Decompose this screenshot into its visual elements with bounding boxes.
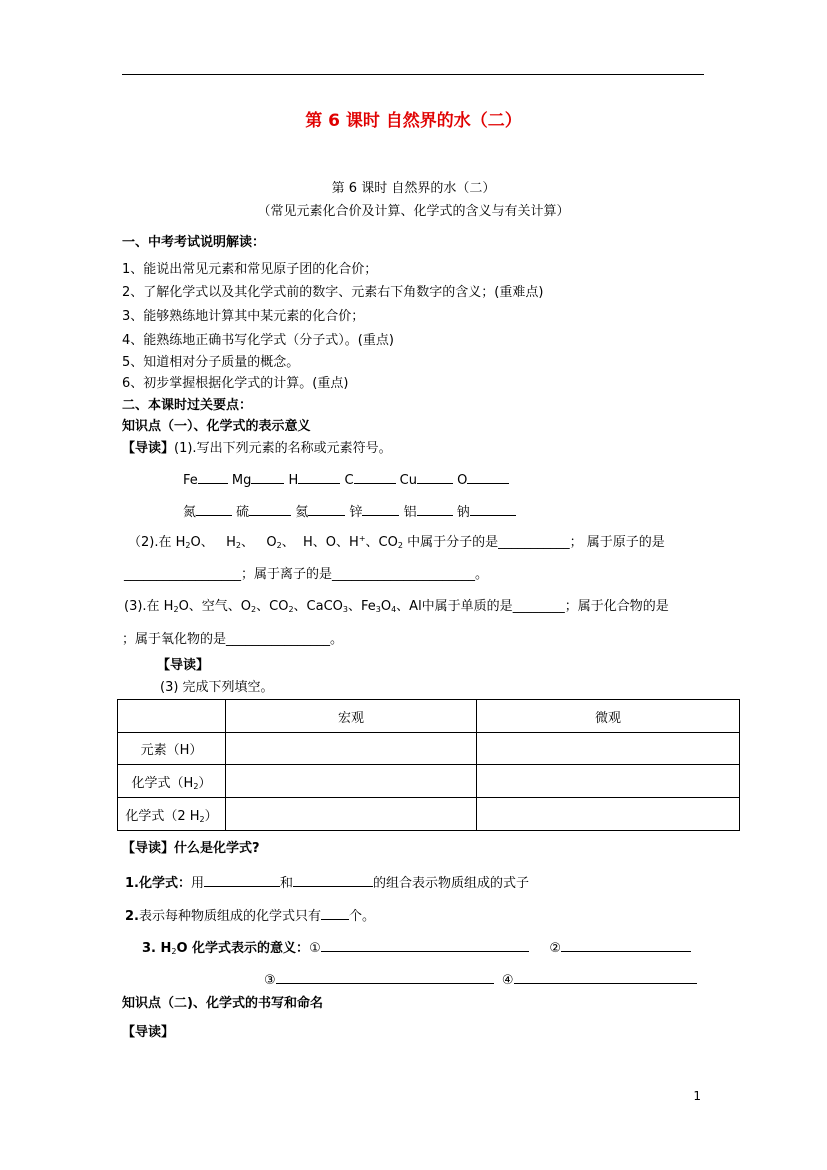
table-row: [118, 765, 740, 798]
answer-cell[interactable]: [477, 765, 740, 798]
fill-blank[interactable]: [276, 971, 494, 984]
table-row: [118, 798, 740, 831]
question-1: [122, 442, 392, 455]
question-3-cont: ；属于氧化物的是________________。: [122, 632, 344, 647]
page-number: 1: [693, 1089, 701, 1103]
fill-blank[interactable]: [308, 503, 345, 516]
answer-blank[interactable]: ______________________: [332, 567, 476, 582]
row-label: 元素（H）: [118, 733, 226, 765]
answer-cell[interactable]: [226, 798, 477, 831]
fill-blank[interactable]: [321, 907, 349, 920]
question-1-text: (1).写出下列元素的名称或元素符号。: [174, 441, 392, 456]
row-label: 化学式$(H_2)$: [118, 765, 226, 798]
answer-cell[interactable]: [477, 798, 740, 831]
header-rule: [122, 74, 704, 75]
fill-blank[interactable]: [196, 503, 232, 516]
fill-blank[interactable]: [354, 471, 396, 484]
row-label: 化学式（2 $H_2$）: [118, 798, 226, 831]
list-item: 5、知道相对分子质量的概念。: [122, 355, 300, 370]
macro-micro-table: [117, 699, 740, 831]
list-item: 4、能熟练地正确书写化学式（分子式）。(重点): [122, 333, 394, 348]
section1-heading: 一、中考考试说明解读：: [122, 235, 266, 250]
fill-blank[interactable]: [249, 503, 291, 516]
guide-tag: 【导读】: [122, 441, 175, 456]
fill-blank[interactable]: [293, 874, 373, 887]
table-header: 宏观: [226, 700, 477, 733]
list-item: 1、能说出常见元素和常见原子团的化合价；: [122, 262, 378, 277]
page-title: 第 6 课时 自然界的水（二）: [305, 111, 522, 131]
question-2-cont: __________________；属于离子的是______________________。: [124, 567, 489, 582]
fill-blank[interactable]: [514, 971, 697, 984]
knowledge-point-2: 知识点（二)、化学式的书写和命名: [122, 996, 323, 1011]
definition-2: 2.表示每种物质组成的化学式只有 个。: [125, 909, 376, 924]
fill-blank[interactable]: [198, 471, 228, 484]
list-item: 3、能够熟练地计算其中某元素的化合价；: [122, 309, 365, 324]
fill-blank[interactable]: [561, 939, 691, 952]
fill-blank[interactable]: [470, 503, 516, 516]
answer-blank[interactable]: ________________: [226, 632, 331, 647]
knowledge-point-1: 知识点（一）、化学式的表示意义: [122, 419, 311, 434]
fill-blank[interactable]: [251, 471, 284, 484]
answer-cell[interactable]: [226, 733, 477, 765]
definition-1: 1.化学式：用 和 的组合表示物质组成的式子: [125, 876, 530, 891]
definition-3: 3. $H_2O$ 化学式表示的意义：① ②: [142, 939, 691, 956]
answer-cell[interactable]: [226, 765, 477, 798]
list-item: 6、初步掌握根据化学式的计算。(重点): [122, 376, 349, 391]
guide-tag-2: 【导读】: [157, 658, 210, 673]
table-header: [118, 700, 226, 733]
question-3: (3).在 $H_2O$、空气、$O_2$、$CO_2$、CaCO$_3$、$Fe_3O_4$、Al中属于单质的是________；属于化合物的是: [124, 599, 669, 614]
fill-blank[interactable]: [204, 874, 280, 887]
answer-blank[interactable]: __________________: [124, 567, 241, 582]
fill-blank[interactable]: [321, 939, 529, 952]
question-3b: (3) 完成下列填空。: [160, 680, 274, 695]
subtitle-2: （常见元素化合价及计算、化学式的含义与有关计算）: [257, 204, 570, 219]
symbol-row-2: 氮 硫 氦 锌 铝 钠: [183, 503, 516, 519]
question-2: （2).在 $H_2O$、 $H_2$、 $O_2$、 H、O、H+、$CO_2$ 中属于分子的是___________； 属于原子的是: [128, 534, 665, 550]
definition-3-cont: ③ ④: [264, 971, 697, 987]
fill-blank[interactable]: [362, 503, 399, 516]
subtitle: 第 6 课时 自然界的水（二）: [331, 181, 496, 196]
fill-blank[interactable]: [467, 471, 509, 484]
list-item: 2、了解化学式以及其化学式前的数字、元素右下角数字的含义；(重难点): [122, 285, 544, 300]
table-header: 微观: [477, 700, 740, 733]
table-row: [118, 733, 740, 765]
answer-cell[interactable]: [477, 733, 740, 765]
fill-blank[interactable]: [298, 471, 340, 484]
fill-blank[interactable]: [417, 503, 453, 516]
guide-tag-4: 【导读】: [122, 1025, 175, 1040]
answer-blank[interactable]: ___________: [498, 535, 570, 550]
symbol-row-1: Fe Mg H C Cu O: [183, 471, 509, 487]
guide-3: 【导读】什么是化学式?: [122, 841, 260, 856]
fill-blank[interactable]: [417, 471, 453, 484]
section2-heading: 二、本课时过关要点：: [122, 398, 253, 413]
answer-blank[interactable]: ________: [512, 599, 565, 614]
